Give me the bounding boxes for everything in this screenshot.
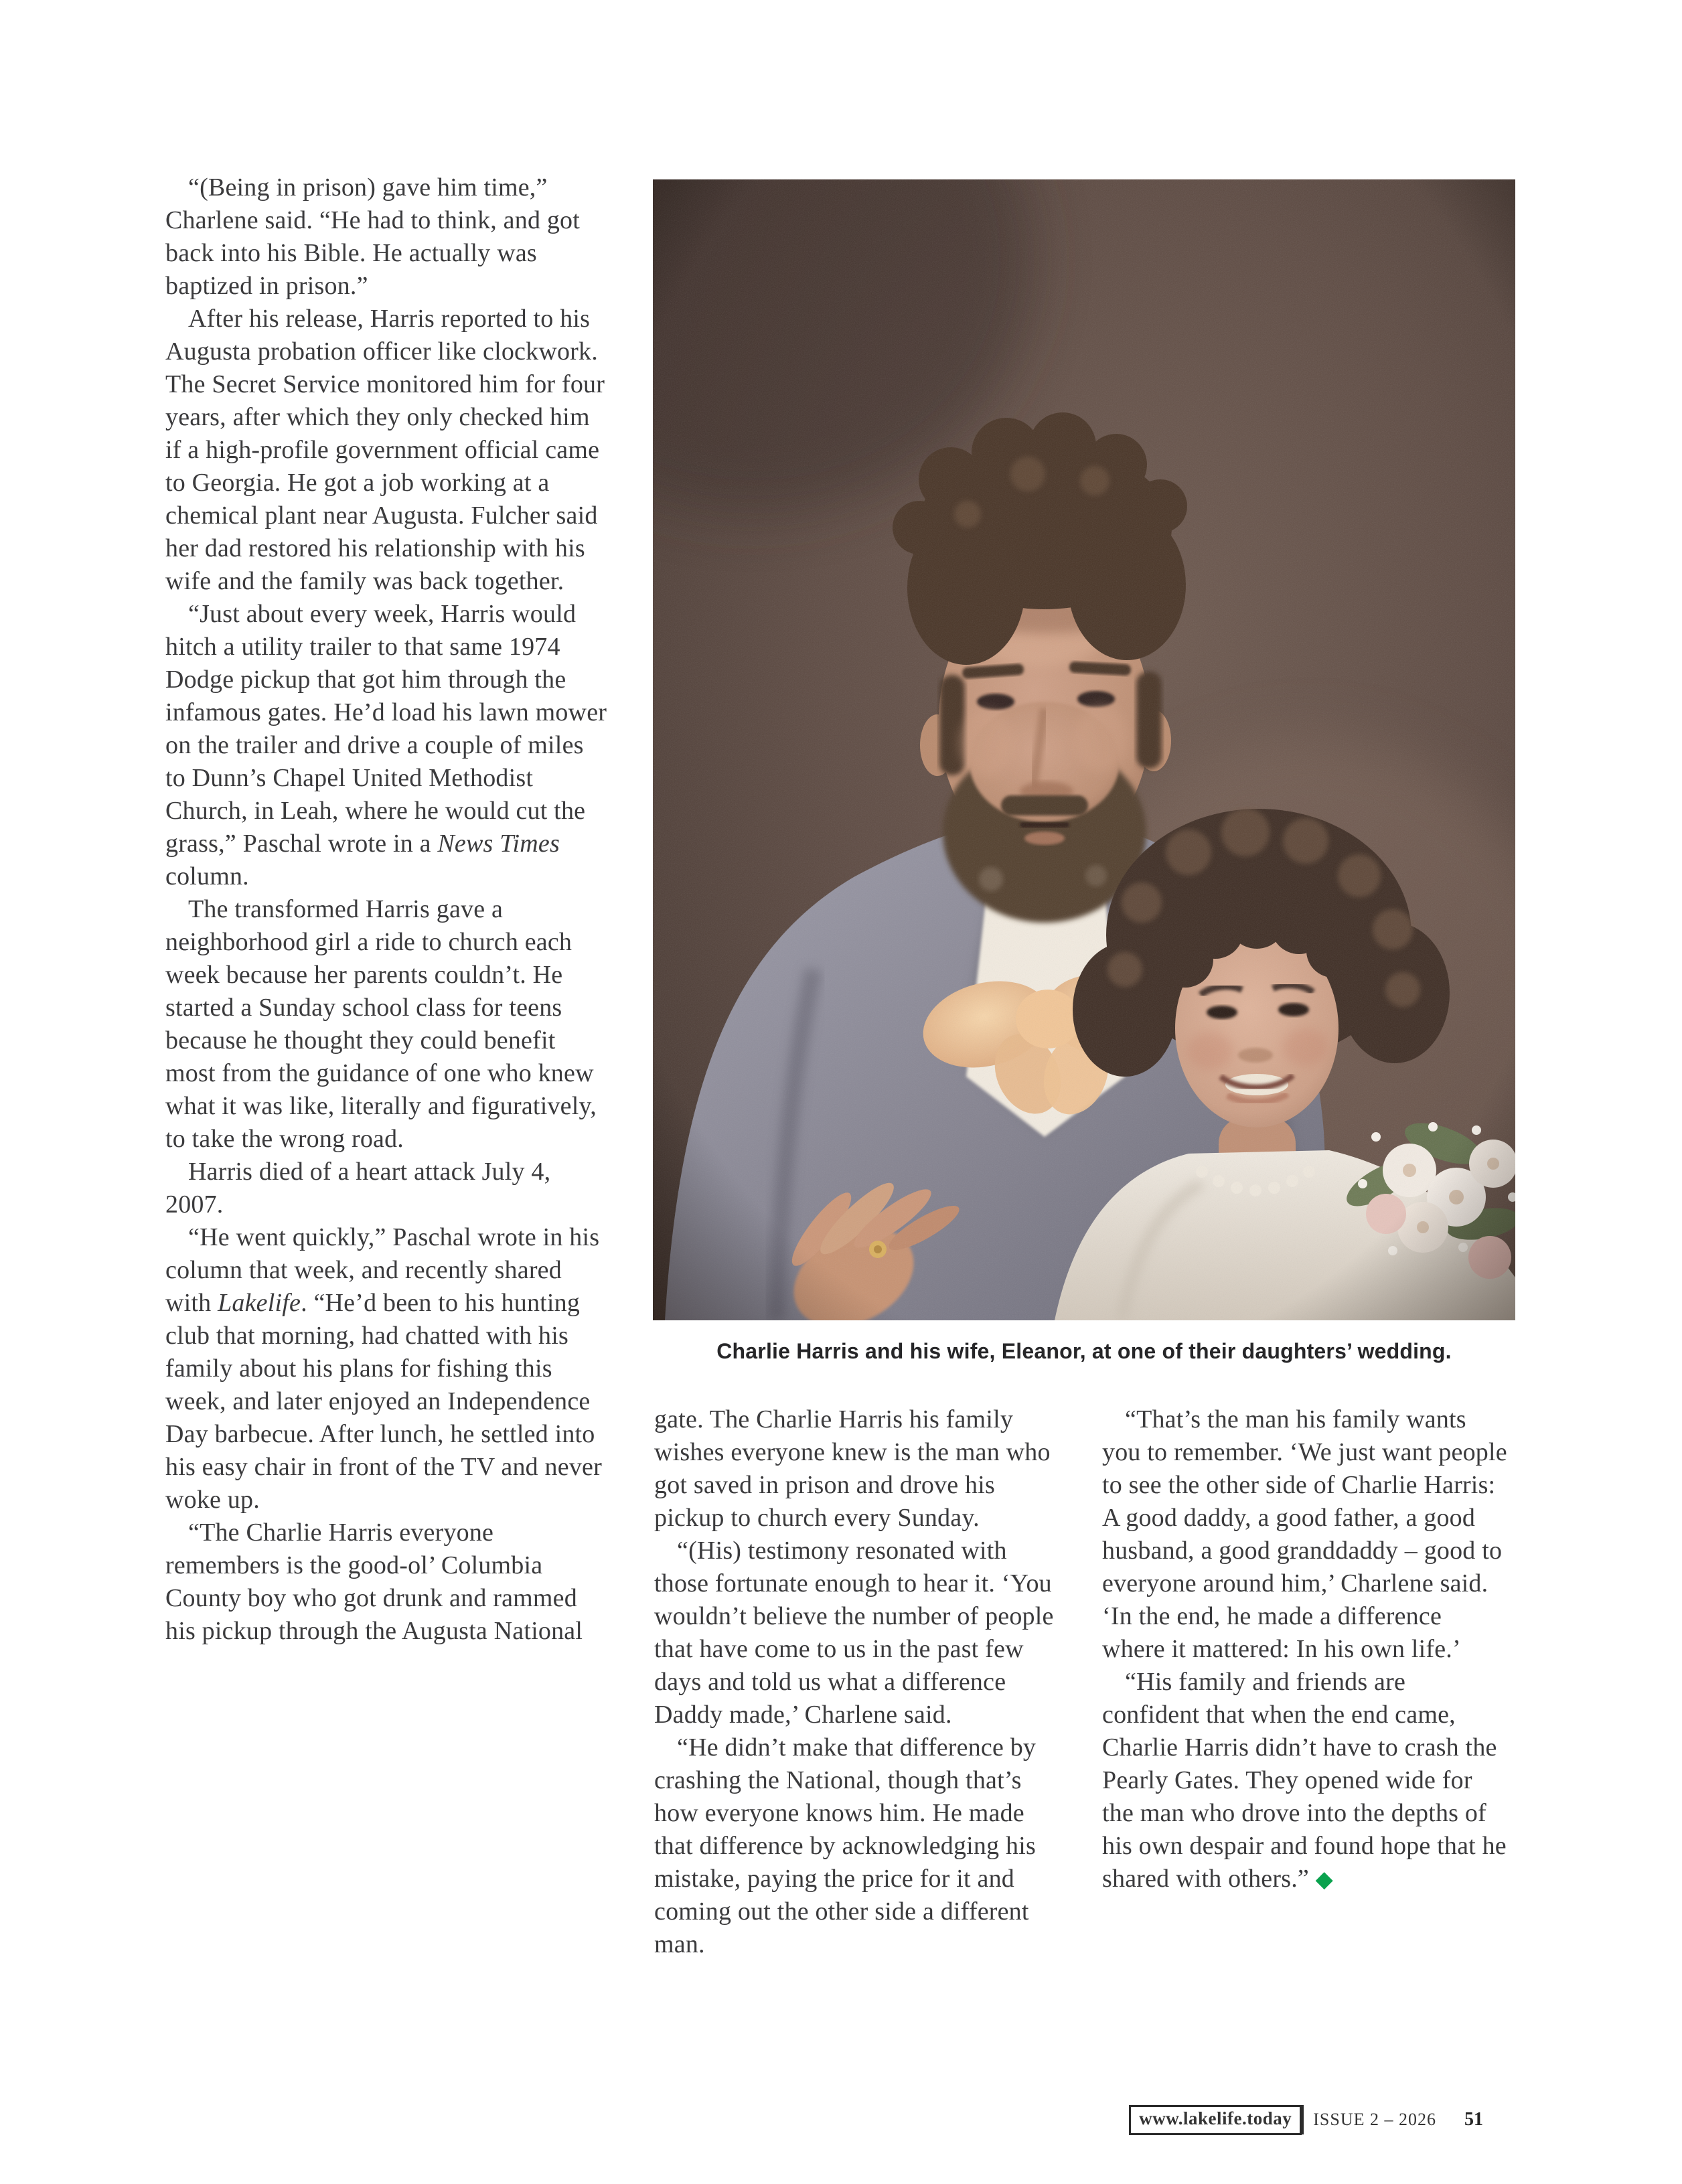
article-column-left bbox=[165, 171, 607, 1648]
end-of-article-diamond: ◆ bbox=[1315, 1867, 1334, 1892]
wedding-photo bbox=[653, 179, 1515, 1320]
article-column-right bbox=[1102, 1403, 1509, 1896]
wedding-photo-illustration bbox=[653, 179, 1515, 1320]
paragraph: The transformed Harris gave a neighborhood girl a ride to church each week because her parents couldn’t. He started a Sunday school class for teens because he thought they could benefit most from the guidance of one who knew what it was like, literally and figuratively, to take the wrong road. bbox=[165, 895, 597, 1153]
vignette-overlay bbox=[653, 179, 1515, 1320]
paragraph: Harris died of a heart attack July 4, 2007. bbox=[165, 1158, 551, 1219]
paragraph: After his release, Harris reported to his Augusta probation officer like clockwork. The Secret Service monitored him for four years, after which they only checked him if a high-profile government official came to Georgia. He got a job working at a chemical plant near Augusta. Fulcher said her dad restored his relationship with his wife and the family was back together. bbox=[165, 305, 605, 595]
issue-label: ISSUE 2 – 2026 bbox=[1313, 2110, 1436, 2129]
photo-caption: Charlie Harris and his wife, Eleanor, at one of their daughters’ wedding. bbox=[716, 1339, 1452, 1363]
magazine-url: www.lakelife.today bbox=[1129, 2105, 1302, 2135]
paragraph: “His family and friends are confident that when the end came, Charlie Harris didn’t have to crash the Pearly Gates. They opened wide for the man who drove into the depths of his own despair and found hope that he shared with others.” ◆ bbox=[1102, 1668, 1507, 1893]
footer-divider bbox=[1302, 2105, 1304, 2134]
article-column-middle bbox=[654, 1403, 1061, 1961]
paragraph: gate. The Charlie Harris his family wishes everyone knew is the man who got saved in prison and drove his pickup to church every Sunday. bbox=[654, 1405, 1051, 1532]
paragraph: “The Charlie Harris everyone remembers is the good-ol’ Columbia County boy who got drunk and rammed his pickup through the Augusta National bbox=[165, 1518, 583, 1645]
page-number: 51 bbox=[1464, 2109, 1483, 2130]
paragraph: “That’s the man his family wants you to remember. ‘We just want people to see the other side of Charlie Harris: A good daddy, a good father, a good husband, a good granddaddy – good to everyone around him,’ Charlene said. ‘In the end, he made a difference where it mattered: In his own life.’ bbox=[1102, 1405, 1507, 1663]
page-footer bbox=[1129, 2102, 1483, 2137]
paragraph: “He didn’t make that difference by crashing the National, though that’s how everyone knows him. He made that difference by acknowledging his mistake, paying the price for it and coming out the other side a different man. bbox=[654, 1733, 1037, 1958]
italic-publication-name: Lakelife bbox=[218, 1289, 301, 1317]
paragraph: “Just about every week, Harris would hitch a utility trailer to that same 1974 Dodge pickup that got him through the infamous gates. He’d load his lawn mower on the trailer and drive a couple of miles to Dunn’s Chapel United Methodist Church, in Leah, where he would cut the grass,” Paschal wrote in a News Times column. bbox=[165, 600, 607, 890]
paragraph: “(Being in prison) gave him time,” Charlene said. “He had to think, and got back into his Bible. He actually was baptized in prison.” bbox=[165, 173, 581, 300]
paragraph: “(His) testimony resonated with those fortunate enough to hear it. ‘You wouldn’t believe the number of people that have come to us in the past few days and told us what a difference Daddy made,’ Charlene said. bbox=[654, 1537, 1054, 1729]
italic-publication-name: News Times bbox=[437, 830, 560, 858]
paragraph: “He went quickly,” Paschal wrote in his column that week, and recently shared with Lakelife. “He’d been to his hunting club that morning, had chatted with his family about his plans for fishing this week, and later enjoyed an Independence Day barbecue. After lunch, he settled into his easy chair in front of the TV and never woke up. bbox=[165, 1223, 602, 1514]
